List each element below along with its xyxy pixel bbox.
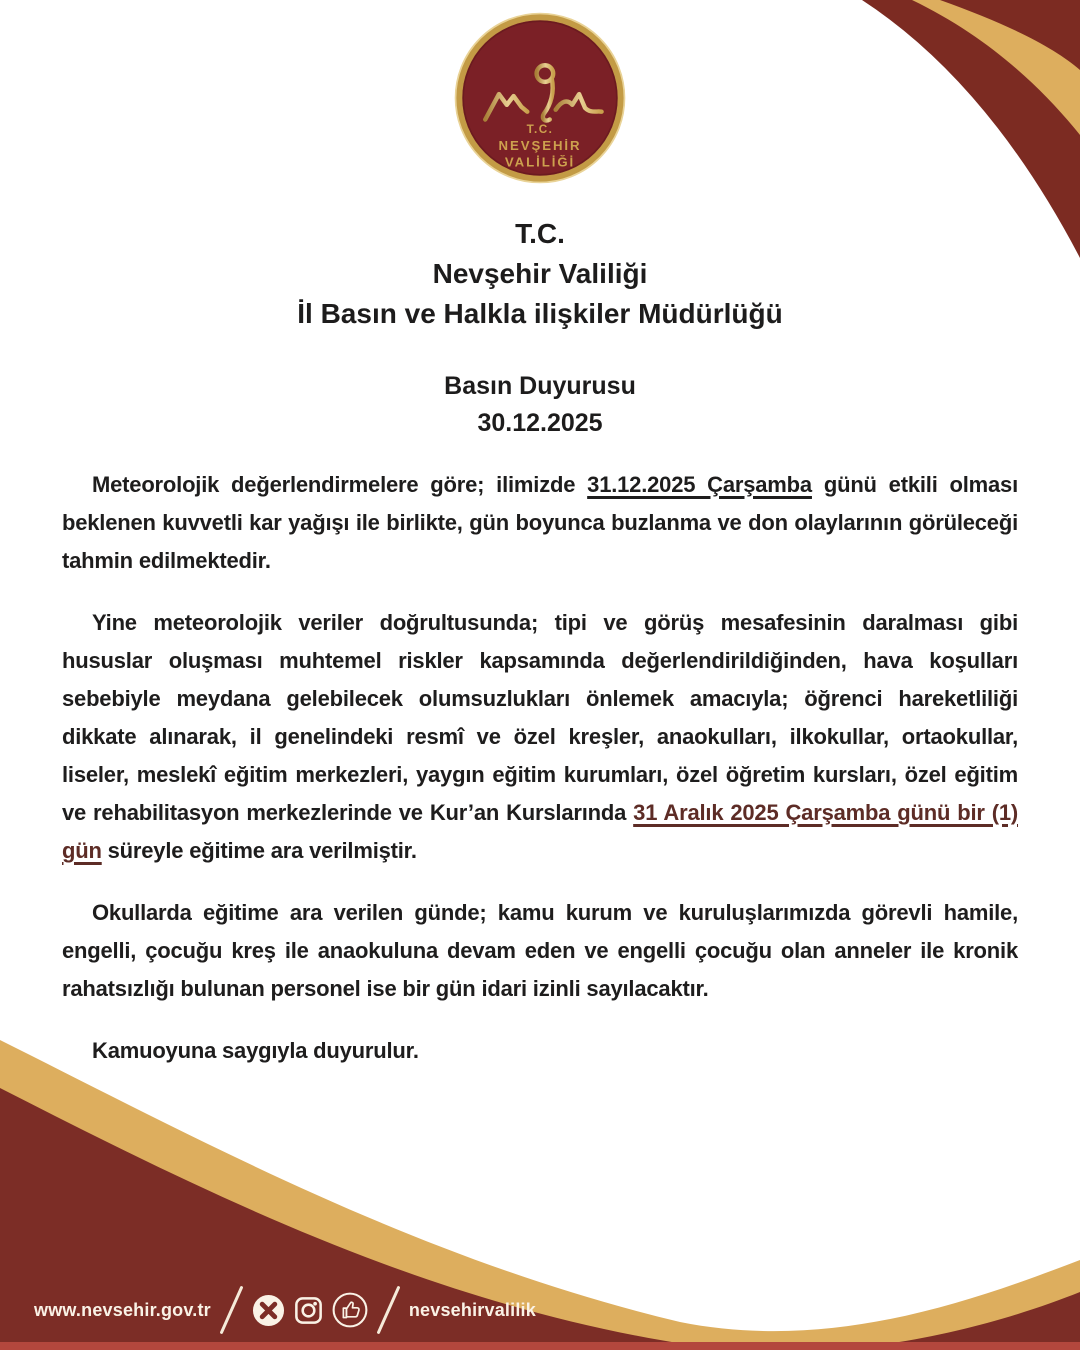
footer-website: www.nevsehir.gov.tr	[34, 1299, 211, 1320]
p2-text: Yine meteorolojik veriler doğrultusunda; tipi ve görüş mesafesinin daralması gibi hususlar oluşması muhtemel riskler kapsamında değerlendirildiğinden, hava koşulları sebebiyle meydana gelebilecek olumsuzlukları önlemek amacıyla; öğrenci hareketliliği dikkate alınarak, il genelindeki resmî ve özel kreşler, anaokulları, ilkokullar, ortaokullar, liseler, meslekî eğitim merkezleri, yaygın eğitim kurumları, özel öğretim kursları, özel eğitim ve rehabilitasyon merkezlerinde ve Kur’an Kurslarında	[62, 610, 1018, 825]
paragraph-admin-leave: Okullarda eğitime ara verilen günde; kamu kurum ve kuruluşlarımızda görevli hamile, engelli, çocuğu kreş ile anaokuluna devam eden ve engelli çocuğu olan anneler ile kronik rahatsızlığı bulunan personel ise bir gün idari izinli sayılacaktır.	[62, 900, 1018, 1001]
p1-text-rest: günü etkili olması beklenen kuvvetli kar yağışı ile birlikte, gün boyunca buzlanma ve don olaylarının görüleceği tahmin edilmektedir.	[62, 472, 1018, 573]
p2-text-rest: süreyle eğitime ara verilmiştir.	[101, 838, 417, 863]
x-icon	[252, 1294, 285, 1327]
announcement-body	[62, 466, 1018, 1070]
thumbs-up-icon	[332, 1292, 368, 1328]
announcement-title: Basın Duyurusu	[444, 372, 636, 400]
closing-line: Kamuoyuna saygıyla duyurulur.	[92, 1038, 419, 1063]
nevsehir-governorship-seal	[452, 10, 628, 191]
letterhead-line-governorship: Nevşehir Valiliği	[432, 258, 648, 289]
paragraph-weather-warning	[62, 466, 1018, 580]
p1-underlined-date: 31.12.2025 Çarşamba	[587, 472, 812, 497]
seal-name-line2: VALİLİĞİ	[504, 154, 576, 170]
social-icons	[252, 1292, 368, 1328]
instagram-icon	[292, 1294, 325, 1327]
divider-slash-right	[376, 1286, 400, 1335]
seal-name-line1: NEVŞEHİR	[498, 137, 582, 153]
announcement-date: 30.12.2025	[477, 409, 603, 437]
footer	[34, 1282, 536, 1338]
letterhead-line-tc: T.C.	[515, 218, 565, 249]
divider-slash-left	[219, 1286, 243, 1335]
seal-tc-text: T.C.	[526, 123, 554, 137]
paragraph-school-closure	[62, 604, 1018, 870]
footer-social-handle: nevsehirvalilik	[408, 1299, 536, 1320]
letterhead-line-directorate: İl Basın ve Halkla ilişkiler Müdürlüğü	[297, 298, 783, 329]
p2-underlined-date: 31 Aralık 2025 Çarşamba günü bir (1) gün	[62, 800, 1019, 863]
p1-text: Meteorolojik değerlendirmelere göre; ilimizde	[92, 472, 588, 497]
